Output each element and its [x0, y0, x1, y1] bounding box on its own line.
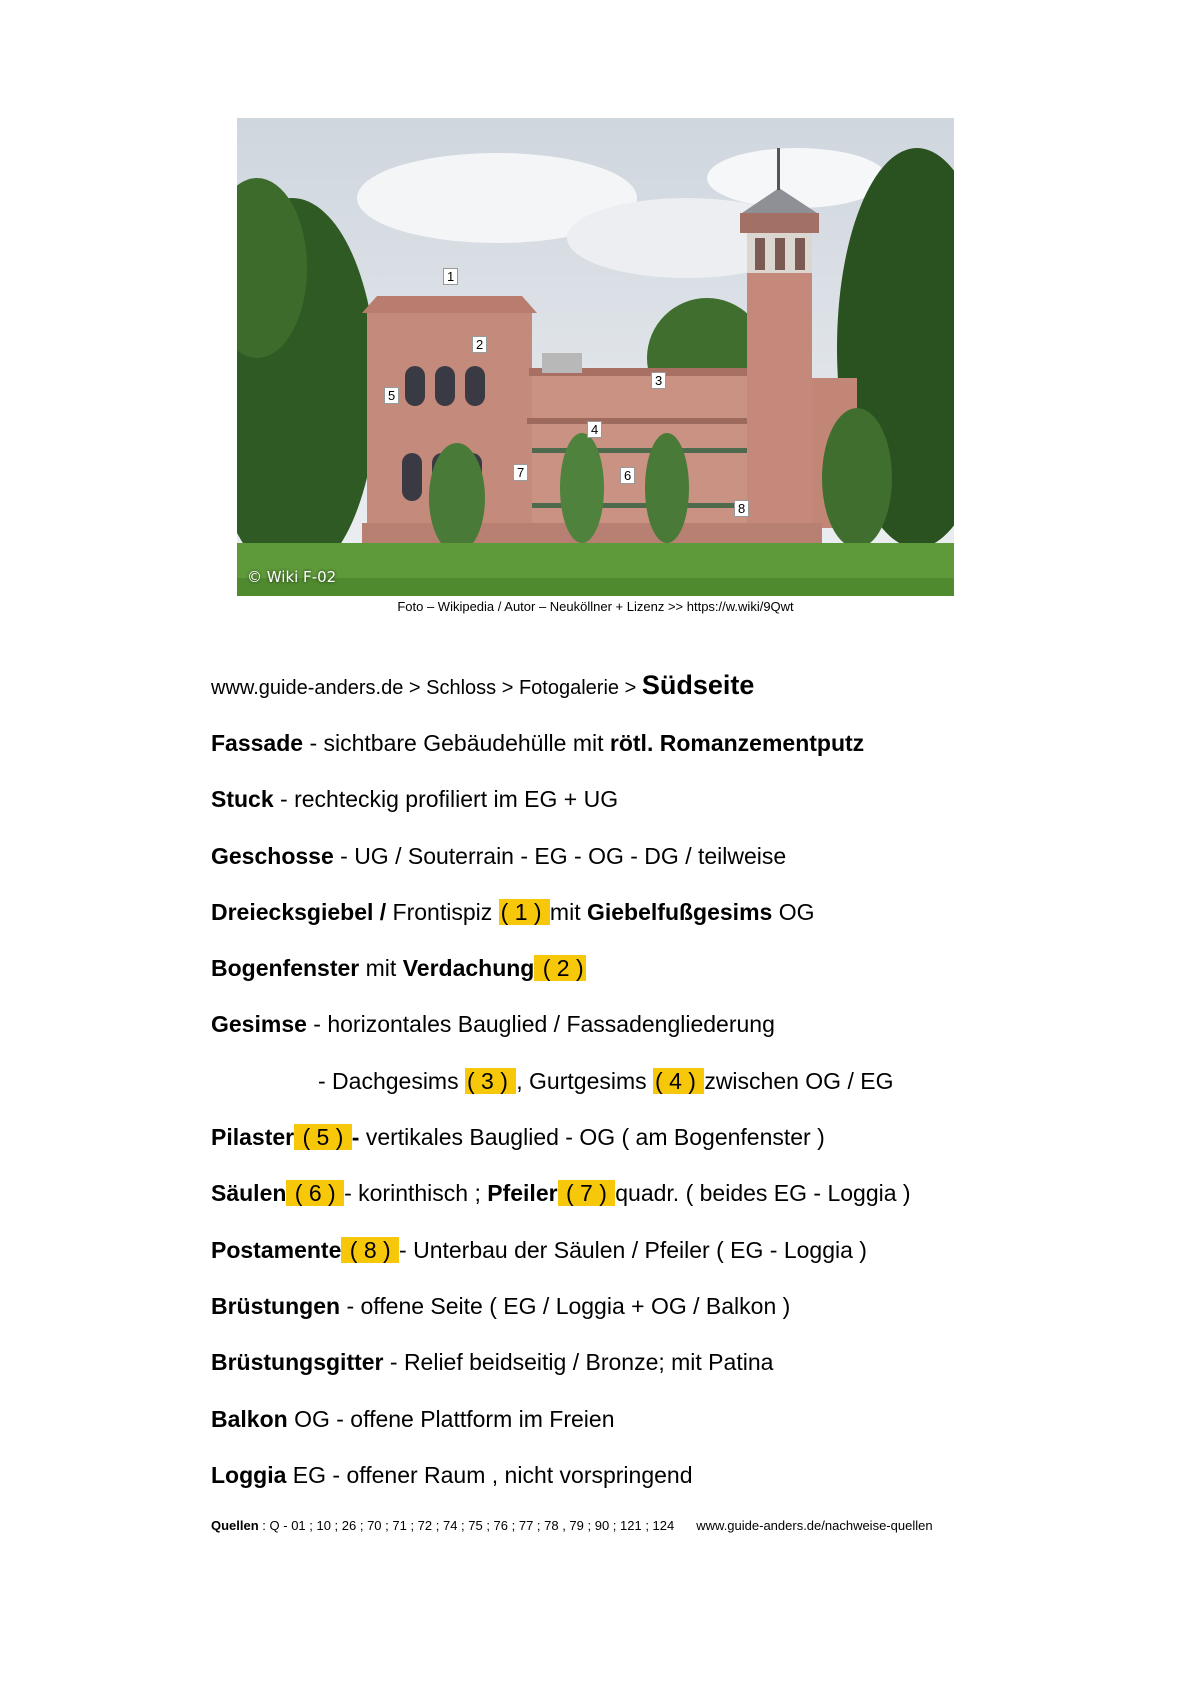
- entry-stuck: [211, 783, 1161, 839]
- entry-saeulen: [211, 1177, 1161, 1233]
- photo-marker-1: 1: [443, 268, 458, 285]
- entry-gesimse: [211, 1008, 1161, 1064]
- sources-list: : Q - 01 ; 10 ; 26 ; 70 ; 71 ; 72 ; 74 ; 75 ; 76 ; 77 ; 78 , 79 ; 90 ; 121 ; 124: [258, 1518, 675, 1533]
- sources-footer: [211, 1518, 933, 1533]
- term: Pilaster: [211, 1124, 295, 1151]
- description: OG - offene Plattform im Freien: [287, 1405, 615, 1432]
- reference-badge: ( 8 ): [343, 1236, 398, 1263]
- emphasis: Pfeiler: [487, 1180, 558, 1207]
- description: - Unterbau der Säulen / Pfeiler ( EG - Loggia ): [399, 1236, 867, 1263]
- description: Frontispiz: [386, 898, 499, 925]
- description: - Dachgesims: [318, 1067, 465, 1094]
- term: Dreiecksgiebel /: [211, 898, 387, 925]
- description: quadr. ( beides EG - Loggia ): [615, 1180, 911, 1207]
- description: EG - offener Raum , nicht vorspringend: [286, 1461, 693, 1488]
- entry-bogenfenster: [211, 952, 1161, 1008]
- emphasis: Giebelfußgesims: [586, 898, 773, 925]
- entry-loggia: [211, 1459, 1161, 1515]
- castle-photo: [237, 118, 954, 596]
- photo-marker-4: 4: [587, 421, 602, 438]
- reference-badge: ( 5 ): [296, 1124, 350, 1151]
- reference-badge: ( 2 ): [536, 955, 584, 982]
- term: Brüstungsgitter: [211, 1349, 384, 1376]
- description: zwischen OG / EG: [704, 1067, 894, 1094]
- term: Stuck: [211, 786, 274, 813]
- term: Bogenfenster: [211, 955, 360, 982]
- photo-credit: Foto – Wikipedia / Autor – Neuköllner + Lizenz >> https://w.wiki/9Qwt: [397, 599, 794, 614]
- reference-badge: ( 1 ): [500, 898, 548, 925]
- glossary-list: [211, 727, 1161, 1515]
- description: - Relief beidseitig / Bronze; mit Patina: [383, 1349, 774, 1376]
- emphasis: rötl. Romanzementputz: [609, 730, 865, 756]
- photo-marker-5: 5: [384, 387, 399, 404]
- sources-link[interactable]: www.guide-anders.de/nachweise-quellen: [696, 1518, 933, 1533]
- reference-badge: ( 6 ): [288, 1180, 343, 1207]
- description: mit: [359, 955, 403, 982]
- description: - UG / Souterrain - EG - OG - DG / teilweise: [333, 842, 787, 869]
- breadcrumb-separator: >: [619, 677, 642, 699]
- emphasis: -: [351, 1124, 366, 1151]
- entry-balkon: [211, 1403, 1161, 1459]
- photo-marker-8: 8: [734, 500, 749, 517]
- breadcrumb: [211, 670, 754, 701]
- breadcrumb-current: Südseite: [641, 670, 755, 700]
- castle-illustration: [237, 118, 954, 596]
- reference-badge: ( 7 ): [559, 1180, 614, 1207]
- description: - offene Seite ( EG / Loggia + OG / Balkon ): [340, 1292, 791, 1319]
- entry-fassade: [211, 727, 1161, 783]
- description: - rechteckig profiliert im EG + UG: [273, 786, 619, 813]
- term: Fassade: [211, 730, 304, 756]
- breadcrumb-fotogalerie[interactable]: Fotogalerie: [518, 677, 620, 699]
- term: Brüstungen: [211, 1292, 341, 1319]
- photo-watermark: © Wiki F-02: [247, 568, 337, 586]
- description: - korinthisch ;: [344, 1180, 488, 1207]
- entry-geschosse: [211, 840, 1161, 896]
- entry-bruestungen: [211, 1290, 1161, 1346]
- breadcrumb-schloss[interactable]: Schloss: [426, 677, 497, 699]
- term: Postamente: [211, 1236, 342, 1263]
- emphasis: Verdachung: [402, 955, 535, 982]
- breadcrumb-site[interactable]: www.guide-anders.de: [211, 677, 404, 699]
- photo-marker-3: 3: [651, 372, 666, 389]
- description: OG: [772, 898, 815, 925]
- term: Geschosse: [211, 842, 334, 869]
- entry-postamente: [211, 1234, 1161, 1290]
- breadcrumb-separator: >: [403, 677, 427, 699]
- description: mit: [549, 898, 587, 925]
- entry-bruestungsgitter: [211, 1346, 1161, 1402]
- term: Balkon: [211, 1405, 288, 1432]
- entry-dreiecksgiebel: [211, 896, 1161, 952]
- term: Säulen: [211, 1180, 287, 1207]
- description: vertikales Bauglied - OG ( am Bogenfenster ): [365, 1124, 825, 1151]
- reference-badge: ( 4 ): [655, 1067, 703, 1094]
- photo-marker-6: 6: [620, 467, 635, 484]
- sources-label: Quellen: [211, 1518, 259, 1533]
- entry-pilaster: [211, 1121, 1161, 1177]
- term: Loggia: [211, 1461, 287, 1488]
- description: - sichtbare Gebäudehülle mit: [303, 730, 610, 756]
- reference-badge: ( 3 ): [466, 1067, 515, 1094]
- term: Gesimse: [211, 1011, 307, 1038]
- description: , Gurtgesims: [516, 1067, 654, 1094]
- breadcrumb-separator: >: [496, 677, 519, 699]
- description: - horizontales Bauglied / Fassadengliederung: [306, 1011, 775, 1038]
- photo-marker-2: 2: [472, 336, 487, 353]
- photo-marker-7: 7: [513, 464, 528, 481]
- entry-gesimse-details: [211, 1065, 1161, 1121]
